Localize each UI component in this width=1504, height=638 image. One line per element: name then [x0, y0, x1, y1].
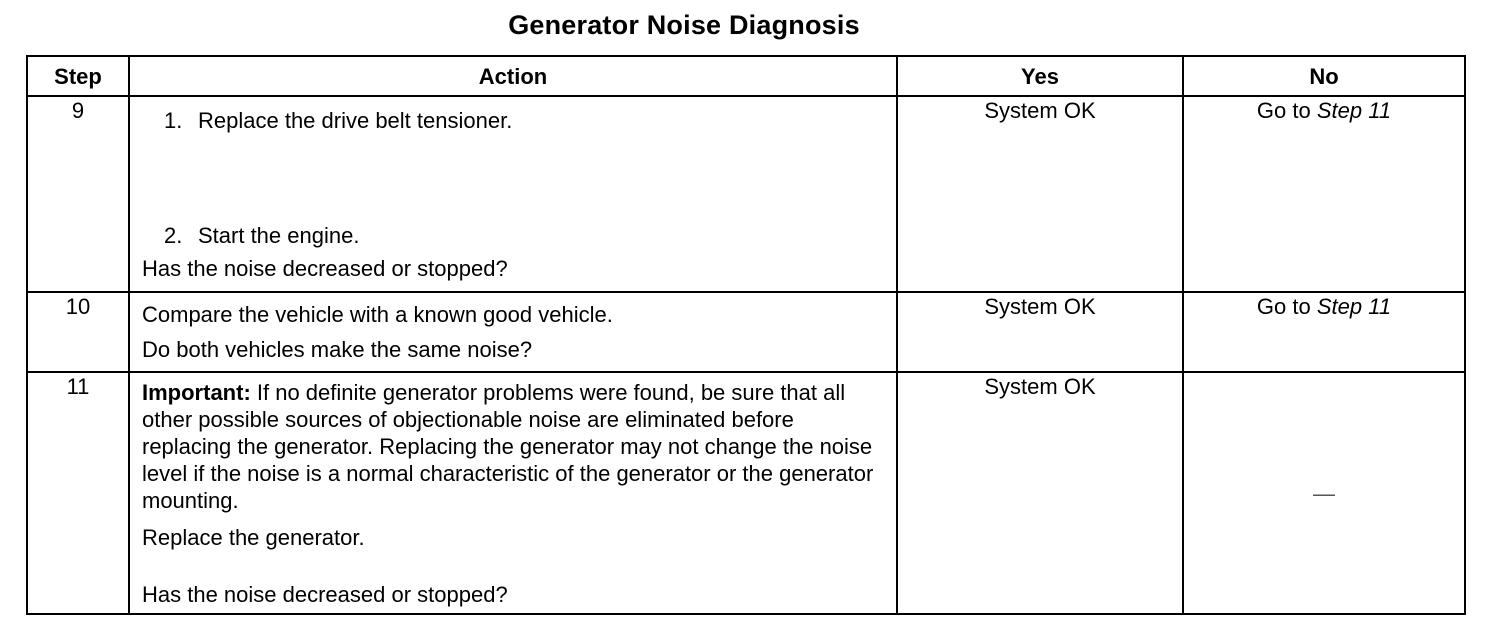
- step-number: 9: [27, 96, 129, 292]
- yes-cell: [897, 96, 1183, 292]
- no-prefix: Go to: [1256, 98, 1311, 123]
- item-number: 1.: [164, 108, 183, 133]
- header-step: Step: [27, 56, 129, 96]
- item-text: Start the engine.: [198, 223, 360, 248]
- action-question: Has the noise decreased or stopped?: [142, 582, 508, 607]
- item-number: 2.: [164, 223, 183, 248]
- no-prefix: Go to: [1256, 294, 1311, 319]
- important-note: [142, 379, 884, 514]
- yes-result: System OK: [984, 374, 1096, 399]
- no-cell: [1183, 372, 1465, 614]
- action-cell: [129, 96, 897, 292]
- important-text: If no definite generator problems were found, be sure that all other possible sources of objectionable noise are eliminated before replacing the generator. Replacing the generator may not change the noise level if the noise is a normal characteristic of the generator or the generator mounting.: [142, 380, 874, 513]
- step-number: 10: [27, 292, 129, 372]
- action-cell: [129, 372, 897, 614]
- important-label: Important:: [142, 380, 251, 405]
- table-row: [27, 292, 1465, 372]
- header-no: No: [1183, 56, 1465, 96]
- yes-result: System OK: [984, 294, 1096, 319]
- step-number: 11: [27, 372, 129, 614]
- action-line: Compare the vehicle with a known good vehicle.: [142, 302, 613, 327]
- header-yes: Yes: [897, 56, 1183, 96]
- no-result: [1184, 293, 1464, 330]
- diagnosis-table: [26, 55, 1466, 615]
- item-text: Replace the drive belt tensioner.: [198, 108, 513, 133]
- header-action: Action: [129, 56, 897, 96]
- no-result-dash: —: [1313, 480, 1335, 506]
- action-question: Do both vehicles make the same noise?: [142, 337, 533, 362]
- action-step-item: [142, 222, 884, 249]
- yes-result: System OK: [984, 98, 1096, 123]
- yes-cell: [897, 292, 1183, 372]
- table-row: [27, 96, 1465, 292]
- table-row: [27, 372, 1465, 614]
- header-row: [27, 56, 1465, 96]
- action-line: Replace the generator.: [142, 525, 365, 550]
- no-result: [1184, 97, 1464, 136]
- no-cell: [1183, 96, 1465, 292]
- action-question: Has the noise decreased or stopped?: [142, 256, 508, 281]
- action-step-item: [142, 107, 884, 134]
- page-title: Generator Noise Diagnosis: [508, 10, 860, 40]
- step-reference: Step 11: [1316, 294, 1392, 319]
- action-cell: [129, 292, 897, 372]
- yes-cell: [897, 372, 1183, 614]
- no-cell: [1183, 292, 1465, 372]
- step-reference: Step 11: [1316, 98, 1392, 123]
